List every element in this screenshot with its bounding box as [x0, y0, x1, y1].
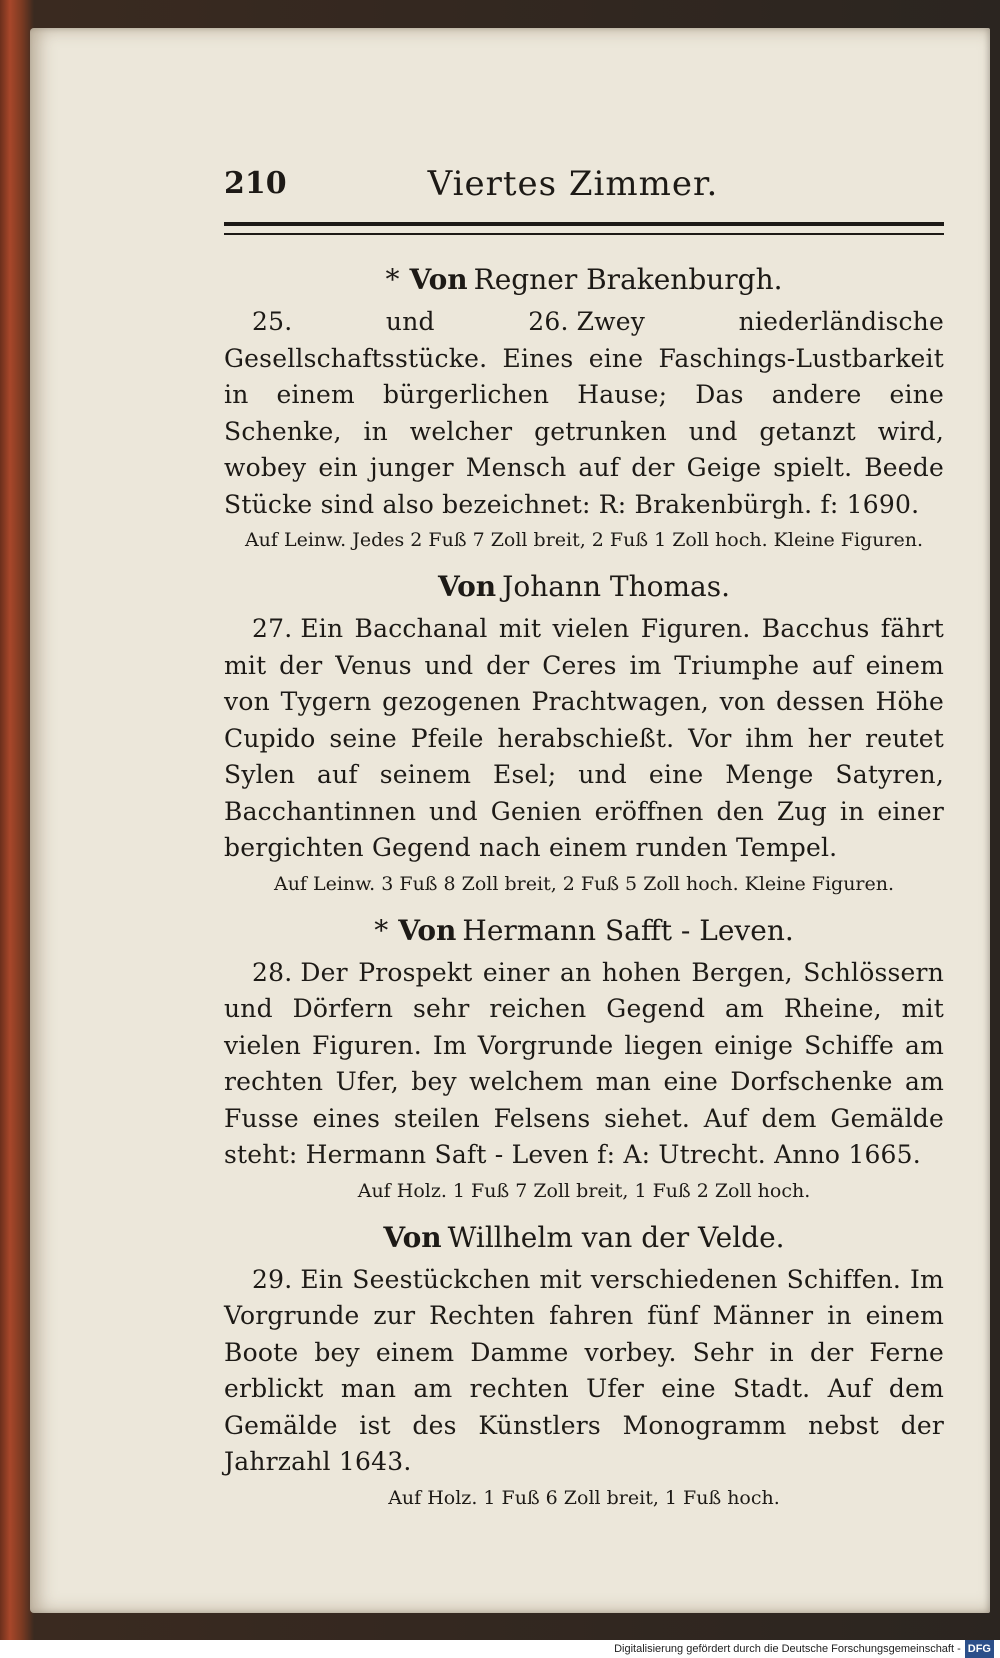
catalog-entry: [224, 1262, 944, 1481]
artist-name: Johann Thomas.: [502, 570, 731, 603]
asterisk-mark: *: [374, 913, 389, 947]
page-body: [224, 248, 944, 1517]
entry-dimensions: Auf Holz. 1 Fuß 6 Zoll breit, 1 Fuß hoch.: [388, 1486, 780, 1509]
catalog-entry: [224, 611, 944, 867]
asterisk-mark: *: [385, 263, 400, 296]
artist-name: Regner Brakenburgh.: [473, 263, 783, 296]
entry-dimensions: Auf Leinw. 3 Fuß 8 Zoll breit, 2 Fuß 5 Zoll hoch. Kleine Figuren.: [273, 872, 895, 895]
running-head: [198, 136, 948, 204]
digitization-credit: [0, 1640, 1000, 1658]
text-area: [198, 136, 948, 1509]
artist-heading: [224, 569, 944, 605]
entry-dimensions: Auf Holz. 1 Fuß 7 Zoll breit, 1 Fuß 2 Zoll hoch.: [357, 1179, 811, 1202]
von-label: Von: [383, 1220, 442, 1254]
artist-name: Willhelm van der Velde.: [447, 1220, 785, 1254]
entry-text: Ein Seestückchen mit verschiedenen Schiffen. Im Vorgrunde zur Rechten fahren fünf Männer in einem Boote bey einem Damme vorbey. Sehr in der Ferne erblickt man am rechten Ufer eine Stadt. Auf dem Gemälde ist des Künstlers Monogramm nebst der Jahrzahl 1643.: [224, 1264, 944, 1476]
entry-number: 27.: [252, 614, 293, 643]
entry-number: 28.: [252, 957, 293, 987]
entry-dimensions: Auf Leinw. Jedes 2 Fuß 7 Zoll breit, 2 Fuß 1 Zoll hoch. Kleine Figuren.: [244, 529, 924, 551]
von-label: Von: [398, 913, 457, 947]
von-label: Von: [437, 570, 497, 603]
artist-heading: [224, 913, 944, 949]
artist-name: Hermann Safft - Leven.: [462, 913, 794, 947]
credit-text: Digitalisierung gefördert durch die Deutsche Forschungsgemeinschaft -: [614, 1643, 961, 1655]
entry-text: Der Prospekt einer an hohen Bergen, Schlössern und Dörfern sehr reichen Gegend am Rheine, mit vielen Figuren. Im Vorgrunde liegen einige Schiffe am rechten Ufer, bey welchem man eine Dorfschenke am Fusse eines steilen Felsens siehet. Auf dem Gemälde steht: Hermann Saft - Leven f: A: Utrecht. Anno 1665.: [224, 957, 944, 1169]
artist-heading: [224, 1220, 944, 1256]
von-label: Von: [409, 263, 468, 296]
artist-heading: [224, 262, 944, 298]
entry-number: 29.: [252, 1264, 293, 1294]
book-page: [30, 28, 990, 1613]
catalog-entry: [224, 955, 944, 1174]
header-rule: [224, 222, 944, 235]
running-title: Viertes Zimmer.: [427, 164, 719, 204]
entry-text: Zwey niederländische Gesellschaftsstücke. Eines eine Faschings-Lustbarkeit in einem bürgerlichen Hause; Das andere eine Schenke, in welcher getrunken und getanzt wird, wobey ein junger Mensch auf der Geige spielt. Beede Stücke sind also bezeichnet: R: Brakenbürgh. f: 1690.: [224, 307, 944, 519]
dfg-logo: DFG: [965, 1640, 994, 1658]
page-number: 210: [224, 166, 287, 201]
entry-number: 25. und 26.: [252, 307, 569, 336]
catalog-entry: [224, 304, 944, 523]
entry-text: Ein Bacchanal mit vielen Figuren. Bacchus fährt mit der Venus und der Ceres im Triumphe auf einem von Tygern gezogenen Prachtwagen, von dessen Höhe Cupido seine Pfeile herabschießt. Vor ihm her reutet Sylen auf seinem Esel; und eine Menge Satyren, Bacchantinnen und Genien eröffnen den Zug in einer bergichten Gegend nach einem runden Tempel.: [224, 614, 944, 862]
